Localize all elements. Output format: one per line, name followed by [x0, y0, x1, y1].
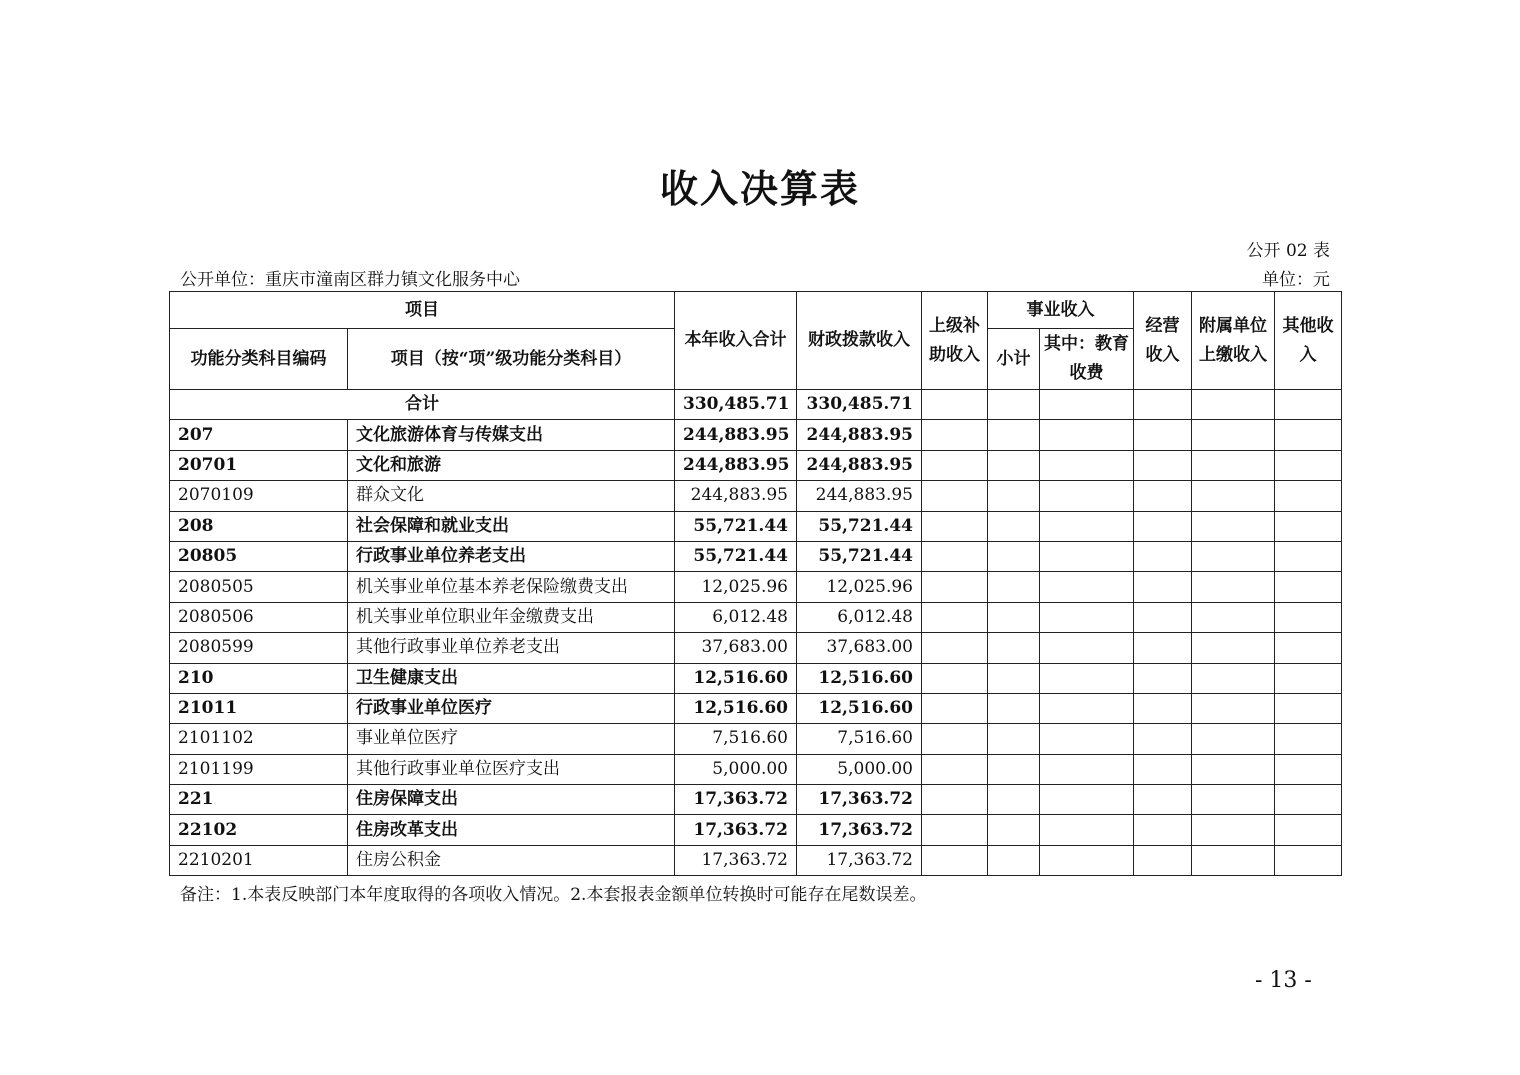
- row-affiliated: [1192, 754, 1275, 784]
- row-education: [1040, 845, 1134, 875]
- row-total: 17,363.72: [675, 845, 797, 875]
- row-operation: [1134, 663, 1192, 693]
- row-subsidy: [922, 724, 988, 754]
- row-operation: [1134, 754, 1192, 784]
- row-total: 6,012.48: [675, 602, 797, 632]
- row-total: 12,516.60: [675, 693, 797, 723]
- row-name: 行政事业单位医疗: [348, 693, 675, 723]
- row-total: 244,883.95: [675, 481, 797, 511]
- row-affiliated: [1192, 390, 1275, 420]
- row-subsidy: [922, 663, 988, 693]
- row-name: 文化旅游体育与传媒支出: [348, 420, 675, 450]
- row-subsidy: [922, 420, 988, 450]
- row-business-subtotal: [988, 541, 1040, 571]
- table-row: [170, 785, 1342, 815]
- table-row: [170, 602, 1342, 632]
- row-education: [1040, 724, 1134, 754]
- income-table: [169, 291, 1342, 876]
- row-business-subtotal: [988, 572, 1040, 602]
- table-row: [170, 663, 1342, 693]
- row-name: 住房公积金: [348, 845, 675, 875]
- row-code: 22102: [170, 815, 348, 845]
- row-subsidy: [922, 572, 988, 602]
- row-operation: [1134, 450, 1192, 480]
- row-education: [1040, 481, 1134, 511]
- row-education: [1040, 633, 1134, 663]
- row-education: [1040, 602, 1134, 632]
- header-education: 其中：教育收费: [1040, 329, 1134, 390]
- org-name: 公开单位：重庆市潼南区群力镇文化服务中心: [180, 270, 520, 290]
- row-name: 文化和旅游: [348, 450, 675, 480]
- row-fiscal: 244,883.95: [797, 481, 922, 511]
- table-row: [170, 481, 1342, 511]
- row-business-subtotal: [988, 633, 1040, 663]
- row-operation: [1134, 724, 1192, 754]
- row-fiscal: 55,721.44: [797, 511, 922, 541]
- row-operation: [1134, 481, 1192, 511]
- header-name: 项目（按“项”级功能分类科目）: [348, 329, 675, 390]
- row-total: 17,363.72: [675, 815, 797, 845]
- row-education: [1040, 541, 1134, 571]
- row-code: 21011: [170, 693, 348, 723]
- row-operation: [1134, 390, 1192, 420]
- row-code: 2080506: [170, 602, 348, 632]
- row-education: [1040, 815, 1134, 845]
- row-fiscal: 37,683.00: [797, 633, 922, 663]
- row-operation: [1134, 633, 1192, 663]
- header-total: 本年收入合计: [675, 292, 797, 390]
- row-business-subtotal: [988, 420, 1040, 450]
- row-total: 55,721.44: [675, 541, 797, 571]
- row-total: 17,363.72: [675, 785, 797, 815]
- row-name: 群众文化: [348, 481, 675, 511]
- row-other: [1275, 602, 1342, 632]
- row-code: 20805: [170, 541, 348, 571]
- row-other: [1275, 541, 1342, 571]
- row-code: 208: [170, 511, 348, 541]
- row-affiliated: [1192, 693, 1275, 723]
- row-other: [1275, 420, 1342, 450]
- header-subsidy: 上级补助收入: [922, 292, 988, 390]
- row-operation: [1134, 602, 1192, 632]
- table-row: [170, 754, 1342, 784]
- table-row: [170, 450, 1342, 480]
- row-operation: [1134, 693, 1192, 723]
- meta-row: [180, 265, 1330, 289]
- row-name: 行政事业单位养老支出: [348, 541, 675, 571]
- row-operation: [1134, 785, 1192, 815]
- row-business-subtotal: [988, 663, 1040, 693]
- header-operation: 经营收入: [1134, 292, 1192, 390]
- row-business-subtotal: [988, 450, 1040, 480]
- row-affiliated: [1192, 815, 1275, 845]
- row-education: [1040, 663, 1134, 693]
- table-row: [170, 511, 1342, 541]
- row-education: [1040, 511, 1134, 541]
- row-total: 5,000.00: [675, 754, 797, 784]
- unit-label: 单位：元: [1262, 270, 1330, 290]
- header-project: 项目: [170, 292, 675, 329]
- row-other: [1275, 693, 1342, 723]
- row-code: 2080505: [170, 572, 348, 602]
- row-total: 7,516.60: [675, 724, 797, 754]
- row-operation: [1134, 541, 1192, 571]
- row-affiliated: [1192, 845, 1275, 875]
- row-affiliated: [1192, 724, 1275, 754]
- row-affiliated: [1192, 420, 1275, 450]
- table-row: [170, 541, 1342, 571]
- row-subsidy: [922, 693, 988, 723]
- row-name: 住房保障支出: [348, 785, 675, 815]
- row-code: 221: [170, 785, 348, 815]
- row-education: [1040, 572, 1134, 602]
- row-affiliated: [1192, 450, 1275, 480]
- row-operation: [1134, 815, 1192, 845]
- table-row: [170, 724, 1342, 754]
- row-other: [1275, 572, 1342, 602]
- footnote: 备注：1.本表反映部门本年度取得的各项收入情况。2.本套报表金额单位转换时可能存在尾数误差。: [180, 885, 927, 905]
- row-name: 事业单位医疗: [348, 724, 675, 754]
- header-code: 功能分类科目编码: [170, 329, 348, 390]
- row-fiscal: 5,000.00: [797, 754, 922, 784]
- row-name: 合计: [170, 390, 675, 420]
- header-affiliated: 附属单位上缴收入: [1192, 292, 1275, 390]
- row-name: 住房改革支出: [348, 815, 675, 845]
- row-total: 37,683.00: [675, 633, 797, 663]
- row-subsidy: [922, 511, 988, 541]
- row-fiscal: 12,516.60: [797, 663, 922, 693]
- row-subsidy: [922, 754, 988, 784]
- row-fiscal: 12,025.96: [797, 572, 922, 602]
- row-name: 机关事业单位基本养老保险缴费支出: [348, 572, 675, 602]
- row-business-subtotal: [988, 511, 1040, 541]
- row-operation: [1134, 420, 1192, 450]
- row-fiscal: 17,363.72: [797, 845, 922, 875]
- row-business-subtotal: [988, 602, 1040, 632]
- row-affiliated: [1192, 602, 1275, 632]
- row-other: [1275, 845, 1342, 875]
- table-row: [170, 420, 1342, 450]
- row-total: 55,721.44: [675, 511, 797, 541]
- row-fiscal: 7,516.60: [797, 724, 922, 754]
- row-subsidy: [922, 633, 988, 663]
- row-fiscal: 17,363.72: [797, 815, 922, 845]
- row-code: 207: [170, 420, 348, 450]
- row-fiscal: 55,721.44: [797, 541, 922, 571]
- row-education: [1040, 754, 1134, 784]
- row-fiscal: 244,883.95: [797, 420, 922, 450]
- row-business-subtotal: [988, 785, 1040, 815]
- row-code: 210: [170, 663, 348, 693]
- table-row: [170, 572, 1342, 602]
- row-other: [1275, 390, 1342, 420]
- row-other: [1275, 754, 1342, 784]
- row-other: [1275, 633, 1342, 663]
- header-subtotal: 小计: [988, 329, 1040, 390]
- row-affiliated: [1192, 481, 1275, 511]
- row-other: [1275, 511, 1342, 541]
- row-subsidy: [922, 450, 988, 480]
- row-name: 机关事业单位职业年金缴费支出: [348, 602, 675, 632]
- row-code: 2101102: [170, 724, 348, 754]
- row-fiscal: 330,485.71: [797, 390, 922, 420]
- row-business-subtotal: [988, 724, 1040, 754]
- row-subsidy: [922, 845, 988, 875]
- row-affiliated: [1192, 663, 1275, 693]
- row-affiliated: [1192, 541, 1275, 571]
- table-row: [170, 845, 1342, 875]
- row-name: 其他行政事业单位医疗支出: [348, 754, 675, 784]
- row-total: 244,883.95: [675, 450, 797, 480]
- row-total: 12,025.96: [675, 572, 797, 602]
- row-subsidy: [922, 481, 988, 511]
- row-subsidy: [922, 390, 988, 420]
- row-affiliated: [1192, 785, 1275, 815]
- row-operation: [1134, 845, 1192, 875]
- row-name: 社会保障和就业支出: [348, 511, 675, 541]
- page-title: 收入决算表: [659, 166, 860, 211]
- row-education: [1040, 420, 1134, 450]
- row-total: 330,485.71: [675, 390, 797, 420]
- row-other: [1275, 785, 1342, 815]
- row-code: 2070109: [170, 481, 348, 511]
- table-row: [170, 815, 1342, 845]
- table-row: [170, 633, 1342, 663]
- row-education: [1040, 693, 1134, 723]
- row-fiscal: 12,516.60: [797, 693, 922, 723]
- row-code: 20701: [170, 450, 348, 480]
- row-code: 2101199: [170, 754, 348, 784]
- header-other: 其他收入: [1275, 292, 1342, 390]
- total-row: [170, 390, 1342, 420]
- row-name: 其他行政事业单位养老支出: [348, 633, 675, 663]
- row-business-subtotal: [988, 481, 1040, 511]
- row-other: [1275, 724, 1342, 754]
- row-other: [1275, 450, 1342, 480]
- row-subsidy: [922, 602, 988, 632]
- row-business-subtotal: [988, 815, 1040, 845]
- table-row: [170, 693, 1342, 723]
- row-business-subtotal: [988, 693, 1040, 723]
- row-subsidy: [922, 815, 988, 845]
- table-body: [170, 390, 1342, 876]
- page-number: - 13 -: [1255, 968, 1312, 993]
- row-other: [1275, 663, 1342, 693]
- row-total: 12,516.60: [675, 663, 797, 693]
- row-business-subtotal: [988, 845, 1040, 875]
- row-affiliated: [1192, 572, 1275, 602]
- row-fiscal: 6,012.48: [797, 602, 922, 632]
- row-name: 卫生健康支出: [348, 663, 675, 693]
- row-business-subtotal: [988, 754, 1040, 784]
- row-operation: [1134, 511, 1192, 541]
- row-subsidy: [922, 785, 988, 815]
- row-fiscal: 244,883.95: [797, 450, 922, 480]
- row-code: 2210201: [170, 845, 348, 875]
- row-other: [1275, 815, 1342, 845]
- row-affiliated: [1192, 633, 1275, 663]
- row-education: [1040, 450, 1134, 480]
- row-other: [1275, 481, 1342, 511]
- row-business-subtotal: [988, 390, 1040, 420]
- header-fiscal: 财政拨款收入: [797, 292, 922, 390]
- row-fiscal: 17,363.72: [797, 785, 922, 815]
- header-business: 事业收入: [988, 292, 1134, 329]
- row-subsidy: [922, 541, 988, 571]
- row-education: [1040, 785, 1134, 815]
- row-code: 2080599: [170, 633, 348, 663]
- row-affiliated: [1192, 511, 1275, 541]
- row-education: [1040, 390, 1134, 420]
- table-number: 公开 02 表: [1246, 241, 1330, 261]
- row-operation: [1134, 572, 1192, 602]
- row-total: 244,883.95: [675, 420, 797, 450]
